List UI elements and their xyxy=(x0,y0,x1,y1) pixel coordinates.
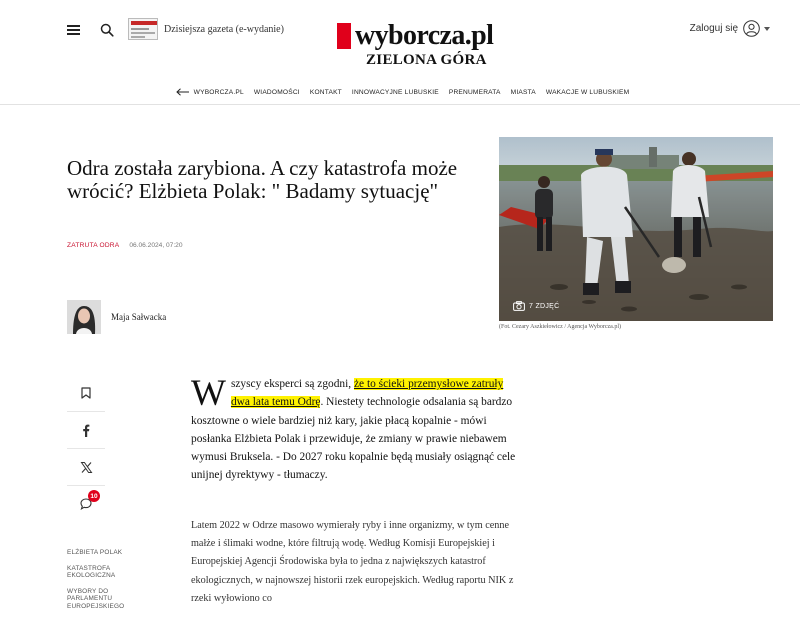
chevron-down-icon xyxy=(764,27,770,31)
article-tag[interactable]: ZATRUTA ODRA xyxy=(67,242,120,249)
comment-count-badge: 10 xyxy=(88,490,100,502)
nav-item-prenumerata[interactable]: PRENUMERATA xyxy=(448,88,501,96)
author-avatar xyxy=(67,300,101,334)
x-icon xyxy=(81,462,92,473)
logo-text: wyborcza.pl xyxy=(355,20,494,51)
article-photo[interactable] xyxy=(499,137,773,321)
nav-item-kontakt[interactable]: KONTAKT xyxy=(309,88,342,96)
related-tag-katastrofa[interactable]: KATASTROFA EKOLOGICZNA xyxy=(67,564,116,579)
menu-icon[interactable] xyxy=(67,25,80,35)
comments-button[interactable] xyxy=(67,485,105,522)
nav-back-link[interactable] xyxy=(176,88,244,96)
related-tags xyxy=(67,549,147,618)
login-label: Zaloguj się xyxy=(689,23,738,34)
site-logo[interactable] xyxy=(337,22,493,50)
article-lead xyxy=(191,375,523,485)
lead-text-start: szyscy eksperci są zgodni, xyxy=(230,378,354,390)
author[interactable] xyxy=(67,300,166,334)
article-title: Odra została zarybiona. A czy katastrofa może wrócić? Elżbieta Polak: " Badamy sytuację" xyxy=(67,156,458,203)
lead-text-end: . Niestety technologie odsalania są bardzo kosztowne o wiele bardziej niż kary, jakie płacą kopalnie - mówi posłanka Elżbieta Polak i przewiduje, że zmiany w prawie niebawem wymusi Bruksela. - Do 2027 roku kopalnie będą musiały osiągnąć cele unijnej dyrektywy - tłumaczy. xyxy=(191,396,516,482)
article-date: 06.06.2024, 07:20 xyxy=(129,242,183,249)
newspaper-thumbnail xyxy=(128,18,158,40)
nav-item-innowacyjne-lubuskie[interactable]: INNOWACYJNE LUBUSKIE xyxy=(351,88,439,96)
nav-back-label: WYBORCZA.PL xyxy=(193,88,244,96)
login-button[interactable] xyxy=(690,20,770,37)
share-bar xyxy=(67,374,105,522)
bookmark-icon xyxy=(81,387,91,399)
nav-item-wiadomosci[interactable]: WIADOMOŚCI xyxy=(253,88,300,96)
search-icon[interactable] xyxy=(100,23,114,37)
camera-icon xyxy=(513,301,525,311)
facebook-share-button[interactable] xyxy=(67,411,105,448)
photo-gallery-badge[interactable] xyxy=(513,301,560,311)
article-meta xyxy=(67,242,183,249)
city-subtitle[interactable]: ZIELONA GÓRA xyxy=(366,52,487,68)
author-name: Maja Sałwacka xyxy=(111,312,167,322)
lead-text xyxy=(191,375,523,485)
top-bar xyxy=(0,0,800,78)
user-icon xyxy=(743,20,760,37)
edition-label: Dzisiejsza gazeta (e-wydanie) xyxy=(164,23,284,35)
drop-cap: W xyxy=(191,373,226,414)
logo-red-mark xyxy=(337,23,351,49)
photo-caption: (Fot. Cezary Aszkiełowicz / Agencja Wyborcza.pl) xyxy=(499,324,621,330)
arrow-left-icon xyxy=(176,88,190,96)
todays-edition-link[interactable] xyxy=(128,18,284,40)
facebook-icon xyxy=(82,424,90,437)
related-tag-elzbieta-polak[interactable]: ELŻBIETA POLAK xyxy=(67,549,123,556)
photo-count: 7 ZDJĘĆ xyxy=(529,302,560,310)
related-tag-wybory[interactable]: WYBORY DO PARLAMENTU EUROPEJSKIEGO xyxy=(67,587,125,610)
article-paragraph: Latem 2022 w Odrze masowo wymierały ryby i inne organizmy, w tym cenne małże i ślimaki wodne, które filtrują wodę. Według Komisji Europejskiej i Europejskiej Agencji Środowiska była to jedna z największych katastrof ekologicznych, w najnowszej historii rzek europejskich. Według raportu NIK z rzeki wyłowiono co xyxy=(191,520,514,604)
nav-divider xyxy=(0,104,800,105)
nav-item-wakacje[interactable]: WAKACJE W LUBUSKIEM xyxy=(545,88,630,96)
x-share-button[interactable] xyxy=(67,448,105,485)
nav-item-miasta[interactable]: MIASTA xyxy=(510,88,536,96)
highlighted-link[interactable]: że to ścieki przemysłowe zatruły dwa lata temu Odrę xyxy=(230,378,504,409)
bookmark-button[interactable] xyxy=(67,374,105,411)
section-nav xyxy=(0,82,800,102)
